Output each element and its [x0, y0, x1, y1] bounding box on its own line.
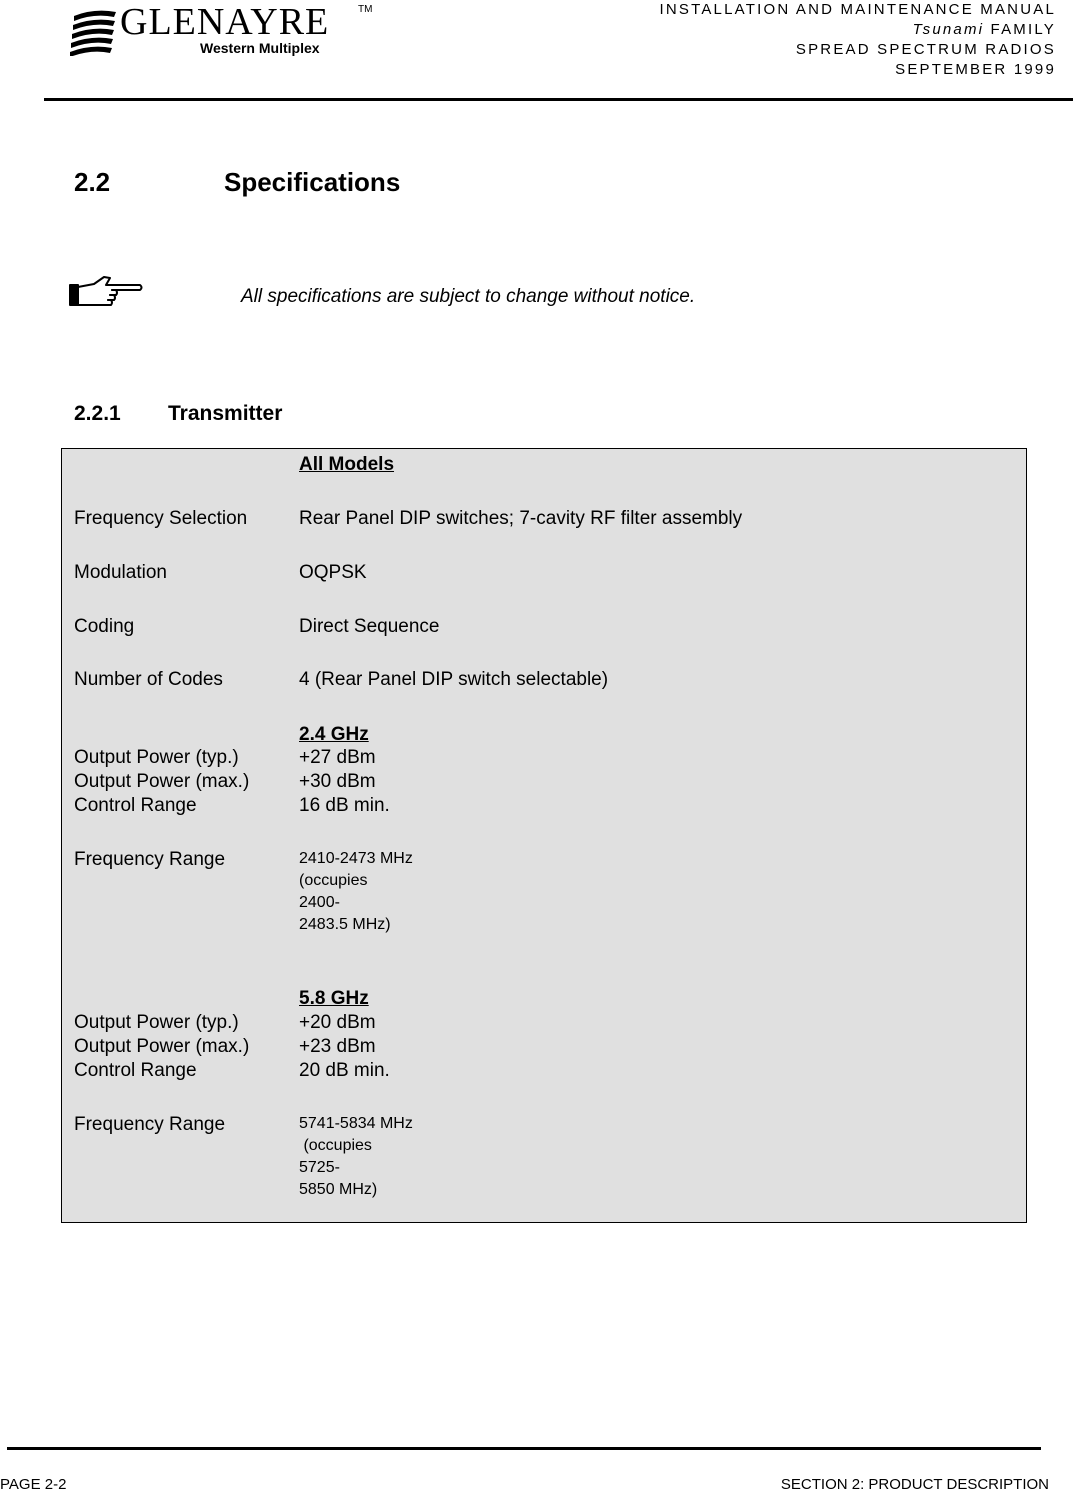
section-number: 2.2 — [74, 167, 111, 197]
frequency-range-5-8 — [299, 1113, 413, 1201]
spec-label: Frequency Range — [74, 849, 226, 870]
logo-trademark: TM — [358, 4, 373, 15]
spec-value: Direct Sequence — [299, 616, 440, 637]
spec-label: Frequency Range — [74, 1114, 226, 1135]
freq-line: 2483.5 MHz) — [299, 916, 391, 933]
spec-value: +27 dBm — [299, 747, 376, 768]
page-number: PAGE 2-2 — [0, 1476, 67, 1493]
spec-label: Output Power (typ.) — [74, 747, 239, 768]
freq-line: 2400- — [299, 894, 340, 911]
spec-label: Output Power (max.) — [74, 1036, 250, 1057]
freq-line: 2410-2473 MHz — [299, 850, 413, 867]
freq-line: 5725- — [299, 1159, 340, 1176]
header-line-2 — [660, 20, 1057, 40]
spec-label: Control Range — [74, 1060, 197, 1081]
spec-value: 20 dB min. — [299, 1060, 390, 1081]
spec-value: +30 dBm — [299, 771, 376, 792]
header-line-1: INSTALLATION AND MAINTENANCE MANUAL — [659, 1, 1056, 18]
header-rule — [44, 98, 1073, 101]
header-family: FAMILY — [984, 21, 1056, 38]
spec-label: Modulation — [74, 562, 167, 583]
spec-value: Rear Panel DIP switches; 7-cavity RF filter assembly — [299, 508, 743, 529]
company-logo — [70, 1, 373, 60]
spec-label: Output Power (max.) — [74, 771, 250, 792]
spec-label: Control Range — [74, 795, 197, 816]
freq-line: 5850 MHz) — [299, 1181, 378, 1198]
logo-stripes-icon — [70, 6, 118, 56]
freq-line: 5741-5834 MHz — [299, 1115, 413, 1132]
pointing-hand-icon — [68, 275, 144, 309]
spec-value: OQPSK — [299, 562, 367, 583]
footer-rule — [7, 1447, 1041, 1450]
spec-label: Frequency Selection — [74, 508, 248, 529]
all-models-heading: All Models — [299, 454, 395, 475]
spec-value: +23 dBm — [299, 1036, 376, 1057]
header-line-4: SEPTEMBER 1999 — [895, 61, 1056, 78]
logo-wordmark: GLENAYRE — [120, 1, 330, 43]
spec-value: 16 dB min. — [299, 795, 390, 816]
logo-subtitle: Western Multiplex — [200, 40, 320, 56]
spec-value: 4 (Rear Panel DIP switch selectable) — [299, 669, 609, 690]
note-text: All specifications are subject to change without notice. — [241, 286, 696, 307]
section-title: Specifications — [224, 167, 401, 197]
running-header — [660, 0, 1057, 80]
freq-line: (occupies — [299, 1137, 372, 1154]
band-2-4-heading: 2.4 GHz — [299, 724, 369, 745]
section-label: SECTION 2: PRODUCT DESCRIPTION — [780, 1476, 1049, 1493]
band-5-8-heading: 5.8 GHz — [299, 988, 369, 1009]
header-product-name: Tsunami — [912, 21, 985, 38]
subsection-number: 2.2.1 — [74, 402, 121, 425]
subsection-title: Transmitter — [168, 402, 283, 425]
frequency-range-2-4 — [299, 848, 413, 936]
header-line-3: SPREAD SPECTRUM RADIOS — [795, 41, 1056, 58]
transmitter-spec-box — [61, 448, 1027, 1223]
spec-label: Output Power (typ.) — [74, 1012, 239, 1033]
freq-line: (occupies — [299, 872, 368, 889]
spec-label: Coding — [74, 616, 135, 637]
spec-value: +20 dBm — [299, 1012, 376, 1033]
spec-label: Number of Codes — [74, 669, 223, 690]
